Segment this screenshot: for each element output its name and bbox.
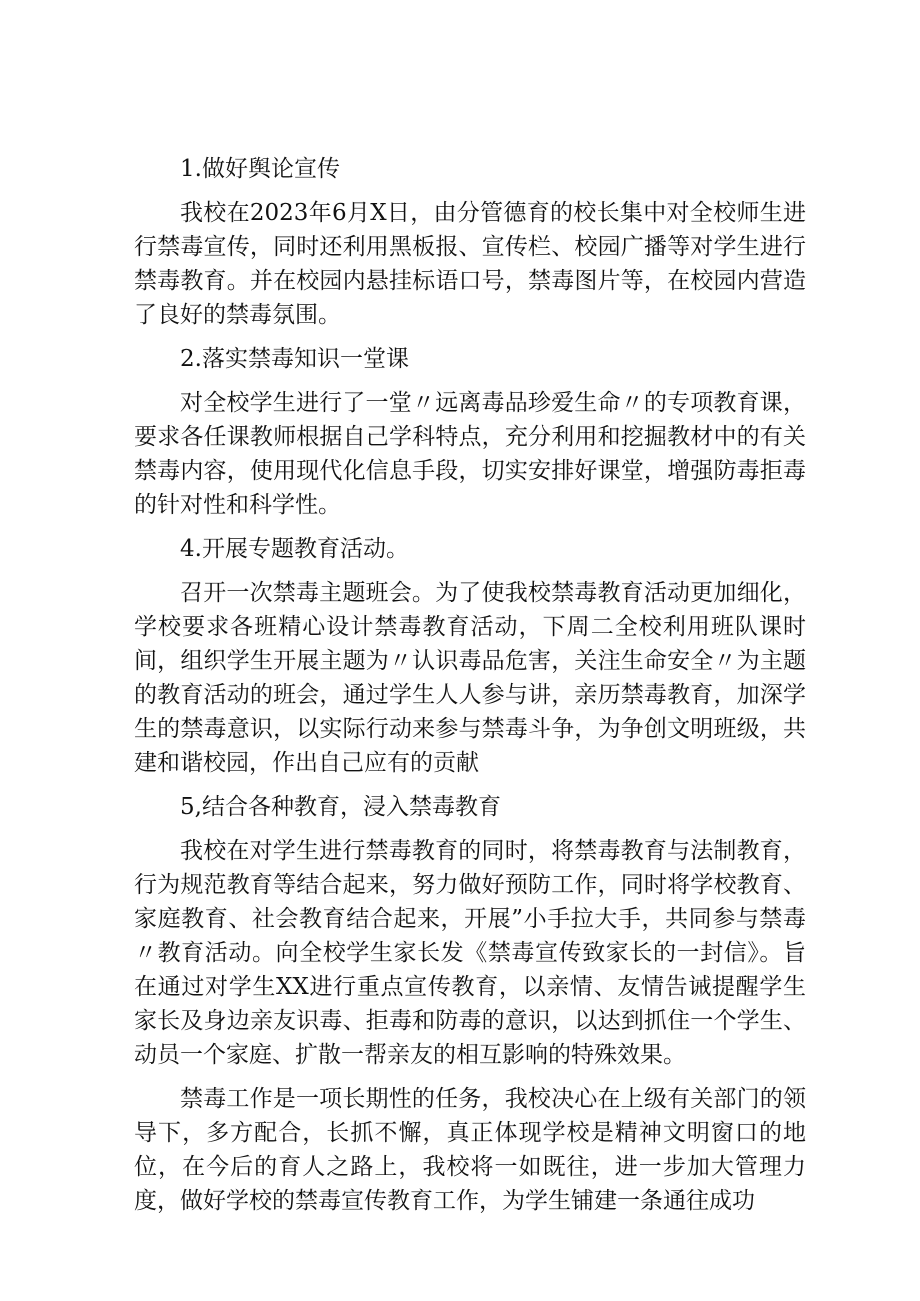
section-heading-2: 2.落实禁毒知识一堂课 [180, 346, 409, 372]
section-heading-4: 4.开展专题教育活动。 [180, 536, 409, 562]
paragraph-1: 我校在2023年6月X日，由分管德育的校长集中对全校师生进行禁毒宣传，同时还利用黑板报、宣传栏、校园广播等对学生进行禁毒教育。并在校园内悬挂标语口号，禁毒图片等，在校园内营造了良好的禁毒氛围。 [134, 200, 806, 328]
section-heading-1: 1.做好舆论宣传 [180, 156, 340, 182]
paragraph-2: 对全校学生进行了一堂〃远离毒品珍爱生命〃的专项教育课，要求各任课教师根据自己学科特点，充分利用和挖掘教材中的有关禁毒内容，使用现代化信息手段，切实安排好课堂，增强防毒拒毒的针对性和科学性。 [134, 390, 806, 518]
paragraph-4: 我校在对学生进行禁毒教育的同时，将禁毒教育与法制教育，行为规范教育等结合起来，努力做好预防工作，同时将学校教育、家庭教育、社会教育结合起来，开展”小手拉大手，共同参与禁毒〃教育活动。向全校学生家长发《禁毒宣传致家长的一封信》。旨在通过对学生XX进行重点宣传教育，以亲情、友情告诫提醒学生家长及身边亲友识毒、拒毒和防毒的意识，以达到抓住一个学生、动员一个家庭、扩散一帮亲友的相互影响的特殊效果。 [134, 838, 806, 1068]
document-body [134, 152, 806, 1228]
paragraph-5: 禁毒工作是一项长期性的任务，我校决心在上级有关部门的领导下，多方配合，长抓不懈，真正体现学校是精神文明窗口的地位，在今后的育人之路上，我校将一如既往，进一步加大管理力度，做好学校的禁毒宣传教育工作，为学生铺建一条通往成功 [134, 1086, 806, 1214]
paragraph-3: 召开一次禁毒主题班会。为了使我校禁毒教育活动更加细化，学校要求各班精心设计禁毒教育活动，下周二全校利用班队课时间，组织学生开展主题为〃认识毒品危害，关注生命安全〃为主题的教育活动的班会，通过学生人人参与讲，亲历禁毒教育，加深学生的禁毒意识，以实际行动来参与禁毒斗争，为争创文明班级，共建和谐校园，作出自己应有的贡献 [134, 580, 806, 776]
section-heading-5: 5,结合各种教育，浸入禁毒教育 [180, 794, 501, 820]
